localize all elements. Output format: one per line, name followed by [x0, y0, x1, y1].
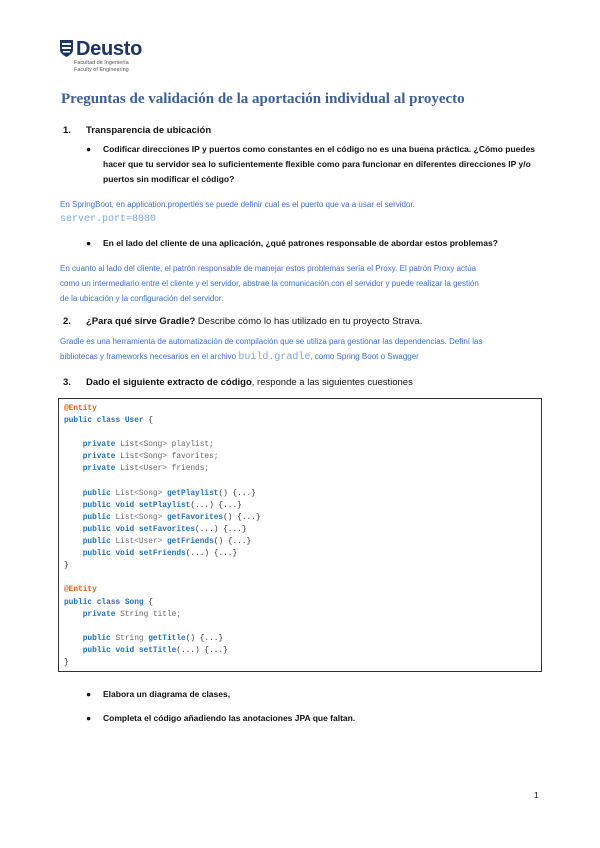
- question-3-label-bold: Dado el siguiente extracto de código: [86, 377, 252, 388]
- logo-subtitle: [74, 60, 164, 73]
- answer-3-code: build.gradle: [238, 352, 311, 363]
- text-line: Gradle es una herramienta de automatización de compilación que se utiliza para gestionar las dependencias. Definí las: [60, 337, 483, 346]
- code-line: public void setPlaylist(...) {...}: [82, 501, 242, 510]
- text-line: En cuanto al lado del cliente, el patrón responsable de manejar estos problemas sería el Proxy. El patrón Proxy actúa: [60, 264, 477, 273]
- page-title: Preguntas de validación de la aportación individual al proyecto: [61, 91, 465, 107]
- question-1-bullet-1-text: [103, 142, 548, 187]
- code-line: [64, 427, 536, 439]
- question-2-label-rest: Describe cómo lo has utilizado en tu proyecto Strava.: [195, 316, 423, 327]
- code-line: }: [64, 562, 69, 571]
- logo-subtitle-es: Facultad de Ingeniería: [74, 60, 129, 66]
- text-line: Codificar direcciones IP y puertos como constantes en el código no es una buena práctica. ¿Cómo puedes: [103, 144, 536, 154]
- text-line: hacer que tu servidor sea lo suficientemente flexible como para funcionar en diferentes direcciones IP y/o: [103, 159, 531, 169]
- question-1-number: 1.: [63, 125, 71, 136]
- code-line: @Entity: [64, 586, 97, 595]
- code-line: [64, 476, 536, 488]
- code-line: private List<Song> playlist;: [82, 441, 214, 450]
- code-line: public class Song {: [64, 598, 153, 607]
- question-3-label: [86, 377, 413, 388]
- bullet-dot-icon: ●: [86, 713, 92, 723]
- question-2-label: [86, 316, 422, 327]
- code-line: private List<User> friends;: [82, 465, 210, 474]
- bullet-dot-icon: ●: [86, 689, 92, 699]
- code-line: public List<User> getFriends() {...}: [82, 538, 252, 547]
- answer-1-text: En SpringBoot, en application.properties se puede definir cual es el puerto que va a usar el servidor.: [60, 200, 415, 209]
- answer-3-text: bibliotecas y frameworks necesarios en el archivo: [60, 352, 239, 361]
- answer-1-code: server.port=8080: [60, 214, 157, 225]
- text-line: de la ubicación y la configuración del servidor.: [60, 294, 224, 303]
- code-line: [64, 572, 536, 584]
- code-line: public List<Song> getPlaylist() {...}: [82, 489, 256, 498]
- answer-3-text-end: , como Spring Boot o Swagger: [310, 352, 419, 361]
- code-line: public String getTitle() {...}: [82, 634, 224, 643]
- code-block: [58, 398, 542, 672]
- deusto-shield-icon: [60, 40, 73, 57]
- code-line: }: [64, 658, 69, 667]
- answer-2: [60, 261, 544, 306]
- bullet-dot-icon: ●: [86, 238, 92, 248]
- code-line: public List<Song> getFavorites() {...}: [82, 513, 261, 522]
- question-1-bullet-2-text: En el lado del cliente de una aplicación, ¿qué patrones responsable de abordar estos problemas?: [103, 238, 498, 248]
- text-line: puertos sin modificar el código?: [103, 174, 235, 184]
- code-line: public class User {: [64, 417, 153, 426]
- code-line: public void setTitle(...) {...}: [82, 646, 228, 655]
- question-2-label-bold: ¿Para qué sirve Gradle?: [86, 316, 196, 327]
- bullet-dot-icon: ●: [86, 144, 92, 154]
- code-line: @Entity: [64, 405, 97, 413]
- question-3-bullet-1-text: Elabora un diagrama de clases,: [103, 689, 231, 699]
- answer-1: [60, 197, 544, 227]
- code-line: public void setFavorites(...) {...}: [82, 525, 247, 534]
- question-3-number: 3.: [63, 377, 71, 388]
- logo-subtitle-en: Faculty of Engineering: [74, 66, 129, 73]
- question-1-label: Transparencia de ubicación: [86, 125, 212, 136]
- text-line: como un intermediario entre el cliente y el servidor, abstrae la comunicación con el servidor y puede realizar la gestión: [60, 279, 479, 288]
- text-line: [60, 349, 544, 365]
- question-2-number: 2.: [63, 316, 71, 327]
- code-line: private String title;: [82, 610, 182, 619]
- question-3-label-rest: , responde a las siguientes cuestiones: [251, 377, 413, 388]
- answer-3: [60, 334, 544, 365]
- code-line: private List<Song> favorites;: [82, 453, 219, 462]
- code-line: [64, 621, 536, 633]
- question-3-bullet-2-text: Completa el código añadiendo las anotaciones JPA que faltan.: [103, 713, 356, 723]
- code-line: public void setFriends(...) {...}: [82, 550, 238, 559]
- page-number: 1: [534, 790, 539, 800]
- logo-wordmark: Deusto: [76, 38, 142, 60]
